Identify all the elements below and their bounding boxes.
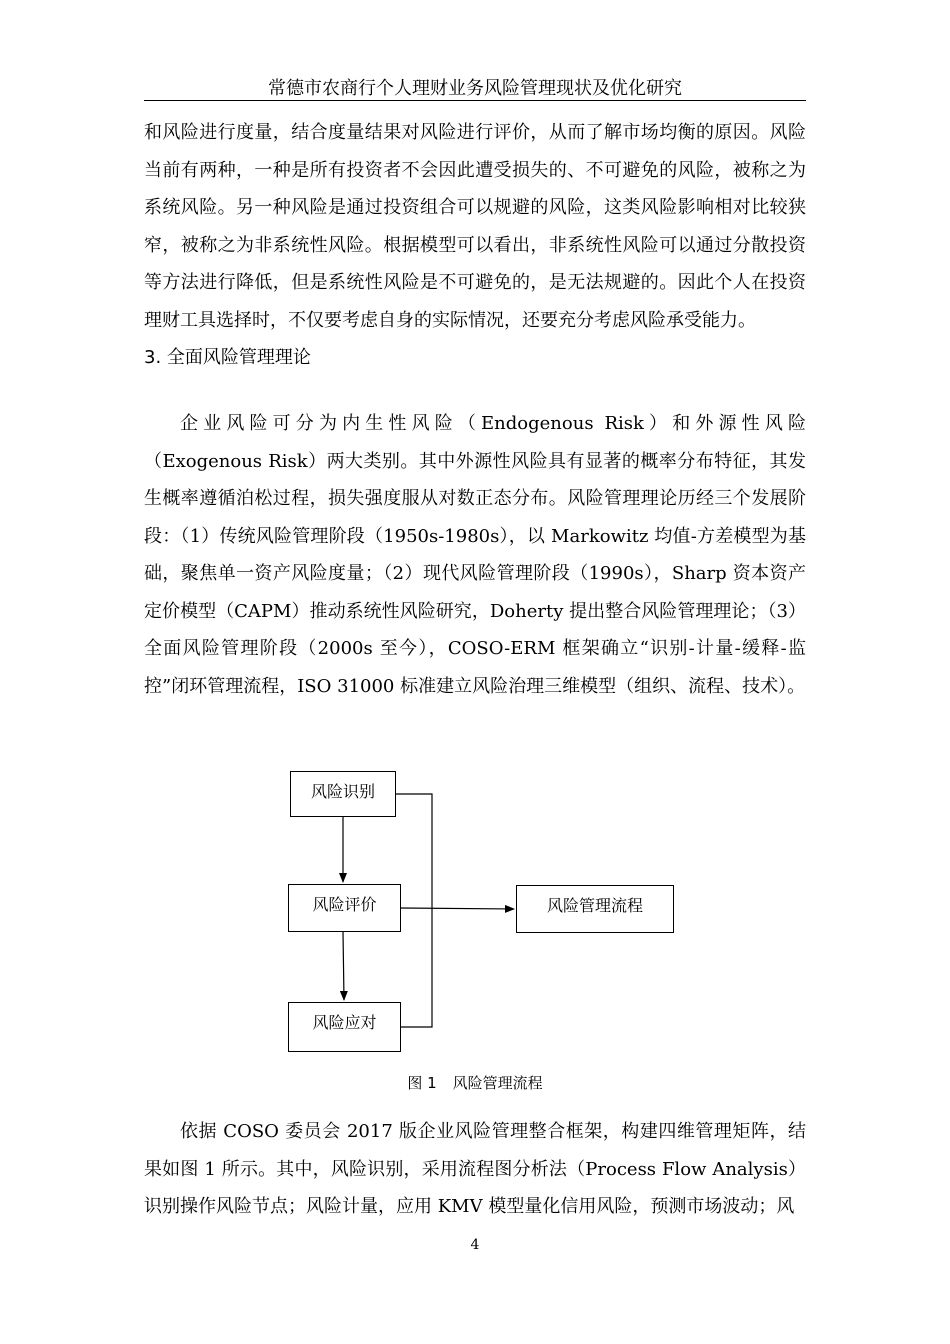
paragraph-text: 依据 COSO 委员会 2017 版企业风险管理整合框架，构建四维管理矩阵，结果如图 1 所示。其中，风险识别，采用流程图分析法（Process Flow Analysis）识别操作风险节点；风险计量，应用 KMV 模型量化信用风险，预测市场波动；风	[144, 1121, 806, 1217]
feedback-loop-line	[396, 794, 432, 1027]
page-header-title: 常德市农商行个人理财业务风险管理现状及优化研究	[268, 78, 682, 99]
figure-caption	[144, 1072, 806, 1094]
risk-management-flow-diagram	[280, 760, 700, 1065]
box-risk-response: 风险应对	[288, 1002, 401, 1052]
paragraph-text: 企业风险可分为内生性风险（Endogenous Risk）和外源性风险（Exogenous Risk）两大类别。其中外源性风险具有显著的概率分布特征，其发生概率遵循泊松过程，损失强度服从对数正态分布。风险管理理论历经三个发展阶段：（1）传统风险管理阶段（1950s-1980s），以 Markowitz 均值-方差模型为基础，聚焦单一资产风险度量；（2）现代风险管理阶段（1990s），Sharp 资本资产定价模型（CAPM）推动系统性风险研究，Doherty 提出整合风险管理理论；（3）全面风险管理阶段（2000s 至今），COSO-ERM 框架确立“识别-计量-缓释-监控”闭环管理流程，ISO 31000 标准建立风险治理三维模型（组织、流程、技术）。	[144, 413, 806, 697]
section-heading: 3. 全面风险管理理论	[144, 347, 311, 368]
body-paragraph-3	[144, 1113, 806, 1226]
arrow-evaluate-to-process	[401, 908, 514, 909]
box-risk-management-process: 风险管理流程	[516, 885, 674, 933]
figure-number: 图 1	[407, 1074, 437, 1092]
page-number: 4	[470, 1237, 480, 1253]
figure-title: 风险管理流程	[452, 1074, 543, 1092]
box-risk-identification: 风险识别	[290, 771, 396, 817]
body-paragraph-1	[144, 114, 806, 377]
arrow-evaluate-to-respond	[343, 932, 344, 1000]
header-rule	[144, 100, 806, 101]
body-paragraph-2	[144, 405, 806, 705]
paragraph-text: 和风险进行度量，结合度量结果对风险进行评价，从而了解市场均衡的原因。风险当前有两种，一种是所有投资者不会因此遭受损失的、不可避免的风险，被称之为系统风险。另一种风险是通过投资组合可以规避的风险，这类风险影响相对比较狭窄，被称之为非系统性风险。根据模型可以看出，非系统性风险可以通过分散投资等方法进行降低，但是系统性风险是不可避免的，是无法规避的。因此个人在投资理财工具选择时，不仅要考虑自身的实际情况，还要充分考虑风险承受能力。	[144, 122, 806, 331]
box-risk-evaluation: 风险评价	[288, 884, 401, 932]
